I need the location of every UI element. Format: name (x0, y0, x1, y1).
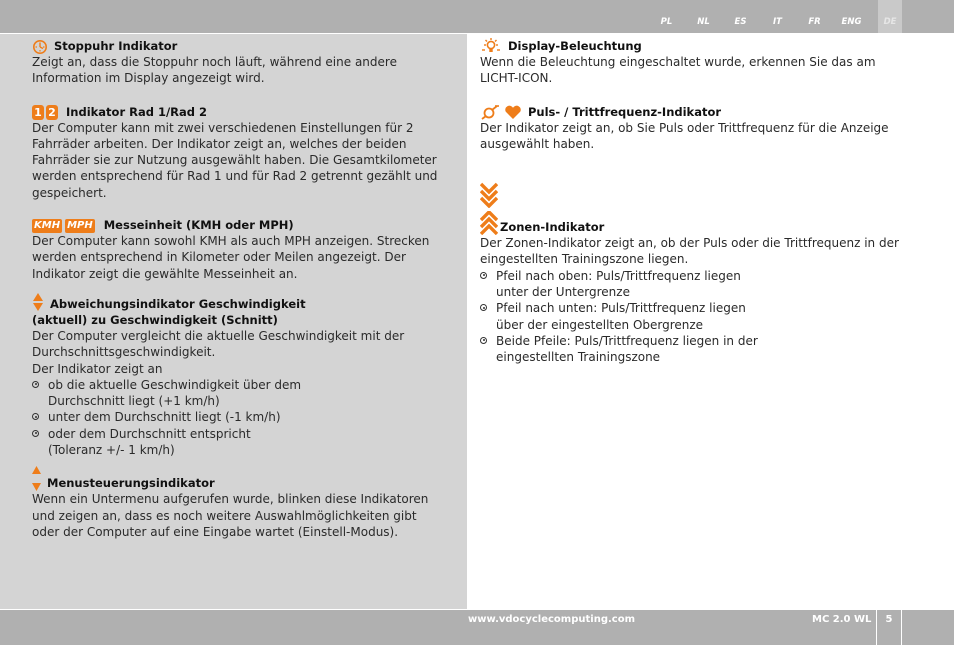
wheel-2-icon: 2 (46, 105, 58, 120)
footer-separator (901, 609, 902, 645)
down-arrow-icon (32, 483, 41, 491)
header-bar (0, 0, 954, 33)
stopwatch-icon (32, 39, 48, 54)
stopwatch-text: Zeigt an, dass die Stoppuhr noch läuft, während eine andere Information im Display angezeigt wird. (32, 55, 397, 86)
unit-text: Der Computer kann sowohl KMH als auch MPH anzeigen. Strecken werden entsprechend in Kilometer oder Meilen angezeigt. Der Indikator zeigt die gewählte Messeinheit an. (32, 234, 430, 281)
wheel-1-icon: 1 (32, 105, 44, 120)
list-item: oder dem Durchschnitt entspricht (Toleranz +/- 1 km/h) (32, 426, 442, 459)
language-tabs (648, 0, 902, 33)
cadence-icon (480, 104, 502, 120)
pulse-title: Puls- / Trittfrequenz-Indikator (528, 104, 722, 119)
lang-tab-es[interactable]: ES (734, 17, 747, 27)
page-number: 5 (885, 614, 893, 625)
section-pulse (480, 104, 910, 153)
bullet-icon (32, 413, 39, 420)
section-deviation (32, 292, 442, 458)
section-stopwatch (32, 38, 442, 87)
mph-icon: MPH (67, 220, 93, 232)
list-item: Pfeil nach unten: Puls/Trittfrequenz liegen über der eingestellten Obergrenze (480, 300, 910, 333)
bullet-icon (480, 337, 487, 344)
lang-tab-nl[interactable]: NL (697, 17, 710, 27)
zones-text: Der Zonen-Indikator zeigt an, ob der Puls oder die Trittfrequenz in der eingestellten Trainingszone liegen. (480, 236, 899, 267)
deviation-text2: Der Indikator zeigt an (32, 361, 163, 376)
section-light (480, 38, 910, 87)
pulse-text: Der Indikator zeigt an, ob Sie Puls oder Trittfrequenz für die Anzeige ausgewählt haben. (480, 120, 889, 151)
menu-text: Wenn ein Untermenu aufgerufen wurde, blinken diese Indikatoren und zeigen an, dass es noch weitere Auswahlmöglichkeiten gibt oder der Computer auf eine Eingabe wartet (Einstell-Modus). (32, 492, 429, 539)
bullet-icon (32, 430, 39, 437)
lang-tab-it[interactable]: IT (773, 17, 782, 27)
list-item: ob die aktuelle Geschwindigkeit über dem Durchschnitt liegt (+1 km/h) (32, 377, 442, 410)
bullet-icon (32, 381, 39, 388)
footer-model: MC 2.0 WL (812, 614, 872, 625)
lang-tab-eng[interactable]: ENG (841, 17, 862, 27)
lang-tab-pl[interactable]: PL (660, 17, 673, 27)
up-arrow-icon (32, 466, 41, 474)
section-menu (32, 466, 442, 540)
section-zones (480, 182, 910, 365)
lang-tab-fr[interactable]: FR (808, 17, 821, 27)
footer-url[interactable]: www.vdocyclecomputing.com (468, 614, 636, 625)
wheel-text: Der Computer kann mit zwei verschiedenen Einstellungen für 2 Fahrräder arbeiten. Der Indikator zeigt an, welches der beiden Fahrräder sie zur Nutzung ausgewählt haben. Die Gesamtkilometer werden entsprechend für Rad 1 und für Rad 2 getrennt gezählt und gespeichert. (32, 120, 438, 200)
left-column (32, 38, 442, 540)
list-item: Beide Pfeile: Puls/Trittfrequenz liegen in der eingestellten Trainingszone (480, 333, 910, 366)
kmh-icon: KMH (34, 220, 61, 232)
section-wheel (32, 104, 442, 201)
zone-down-arrows-icon (480, 182, 498, 208)
light-title: Display-Beleuchtung (508, 39, 642, 53)
light-text: Wenn die Beleuchtung eingeschaltet wurde, erkennen Sie das am LICHT-ICON. (480, 55, 876, 86)
light-bulb-icon (480, 38, 502, 54)
zones-bullet-list (480, 268, 910, 366)
bullet-icon (480, 304, 487, 311)
footer-divider (0, 609, 954, 610)
deviation-title-line2: (aktuell) zu Geschwindigkeit (Schnitt) (32, 312, 278, 327)
list-item: unter dem Durchschnitt liegt (-1 km/h) (32, 409, 442, 425)
deviation-title-line1: Abweichungsindikator Geschwindigkeit (50, 296, 306, 311)
bullet-icon (480, 272, 487, 279)
deviation-text1: Der Computer vergleicht die aktuelle Geschwindigkeit mit der Durchschnittsgeschwindigkeit. (32, 328, 405, 360)
zone-up-arrows-icon (480, 211, 498, 235)
section-unit (32, 217, 442, 282)
stopwatch-title: Stoppuhr Indikator (54, 39, 178, 53)
menu-title: Menusteuerungsindikator (47, 476, 215, 491)
list-item: Pfeil nach oben: Puls/Trittfrequenz liegen unter der Untergrenze (480, 268, 910, 301)
footer-separator (876, 609, 877, 645)
wheel-title: Indikator Rad 1/Rad 2 (66, 104, 208, 119)
heart-icon (504, 105, 522, 120)
up-down-arrows-icon (32, 292, 44, 312)
right-column (480, 38, 910, 366)
lang-tab-de[interactable]: DE (878, 0, 902, 33)
zones-title: Zonen-Indikator (500, 220, 605, 235)
deviation-bullet-list (32, 377, 442, 458)
unit-title: Messeinheit (KMH oder MPH) (103, 218, 294, 233)
